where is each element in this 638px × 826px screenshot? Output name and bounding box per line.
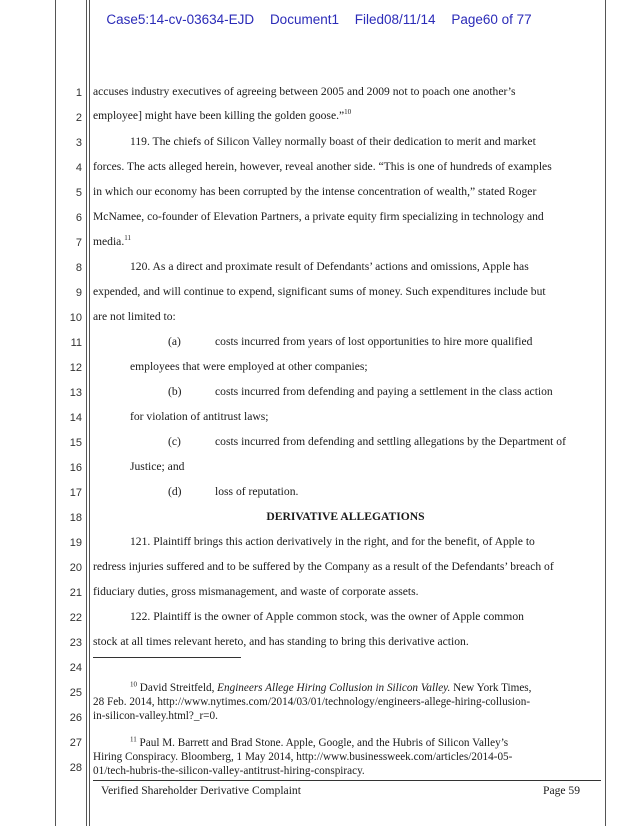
body-line-7: [93, 235, 131, 249]
line-number: 11: [70, 337, 82, 349]
body-line-19: 121. Plaintiff brings this action derivatively in the right, and for the benefit, of Apple to: [130, 535, 535, 548]
list-marker-a: (a): [168, 335, 181, 348]
line-number: 17: [69, 487, 82, 499]
body-line-22: 122. Plaintiff is the owner of Apple common stock, was the owner of Apple common: [130, 610, 524, 623]
body-line-20: redress injuries suffered and to be suffered by the Company as a result of the Defendants’ breach of: [93, 560, 554, 573]
document-number: Document1: [269, 12, 339, 27]
line-number: 27: [69, 737, 82, 749]
footnote-11-line-3: 01/tech-hubris-the-silicon-valley-antitrust-hiring-conspiracy.: [93, 765, 365, 777]
footnote-10-number: 10: [130, 680, 137, 689]
list-marker-c: (c): [168, 435, 181, 448]
body-line-4: forces. The acts alleged herein, however, reveal another side. “This is one of hundreds of examples: [93, 160, 552, 173]
line-number: 21: [69, 587, 82, 599]
list-item-a-line-2: employees that were employed at other companies;: [130, 360, 368, 373]
line-number: 26: [69, 712, 82, 724]
line-number: 25: [69, 687, 82, 699]
line-number: 28: [69, 762, 82, 774]
footnote-ref-11: 11: [124, 234, 131, 243]
line-number: 22: [69, 612, 82, 624]
line-number: 13: [69, 387, 82, 399]
line-number: 14: [69, 412, 82, 424]
list-marker-b: (b): [168, 385, 182, 398]
footnote-10-line-1: [130, 682, 531, 695]
body-line-6: McNamee, co-founder of Elevation Partners, a private equity firm specializing in technology and: [93, 210, 544, 223]
line-number: 24: [69, 662, 82, 674]
footnote-separator: [93, 657, 241, 658]
right-margin-rule: [605, 0, 606, 826]
body-line-21: fiduciary duties, gross mismanagement, and waste of corporate assets.: [93, 585, 419, 598]
body-line-23: stock at all times relevant hereto, and has standing to bring this derivative action.: [93, 635, 469, 648]
body-line-1: accuses industry executives of agreeing between 2005 and 2009 not to poach one another’s: [93, 85, 516, 98]
body-line-7-text: media.: [93, 235, 125, 248]
left-margin-rule-inner-2: [89, 0, 90, 826]
line-number: 19: [69, 537, 82, 549]
line-number: 3: [75, 137, 82, 149]
footnote-11-number: 11: [130, 735, 137, 744]
line-number: 6: [75, 212, 82, 224]
footnote-11-text: Paul M. Barrett and Brad Stone. Apple, Google, and the Hubris of Silicon Valley’s: [139, 737, 509, 749]
footnote-10-title: Engineers Allege Hiring Collusion in Silicon Valley.: [217, 682, 451, 694]
footer-separator: [93, 780, 601, 781]
footnote-10-line-2: 28 Feb. 2014, http://www.nytimes.com/2014/03/01/technology/engineers-allege-hiring-collusion-: [93, 696, 531, 708]
line-number: 20: [69, 562, 82, 574]
footer-document-title: Verified Shareholder Derivative Complaint: [101, 784, 301, 797]
line-number: 1: [75, 87, 82, 99]
list-item-b-line-1: costs incurred from defending and paying a settlement in the class action: [215, 385, 553, 398]
line-number: 23: [69, 637, 82, 649]
section-heading: DERIVATIVE ALLEGATIONS: [266, 510, 425, 523]
page-count: Page60 of 77: [451, 12, 532, 27]
list-item-c-line-1: costs incurred from defending and settling allegations by the Department of: [215, 435, 566, 448]
line-number: 15: [69, 437, 82, 449]
left-margin-rule-outer: [55, 0, 56, 826]
court-filing-header: [0, 12, 638, 27]
body-line-10: are not limited to:: [93, 310, 176, 323]
line-number: 12: [69, 362, 82, 374]
footnote-10-line-3: in-silicon-valley.html?_r=0.: [93, 710, 218, 722]
list-item-d-line-1: loss of reputation.: [215, 485, 299, 498]
list-marker-d: (d): [168, 485, 182, 498]
footnote-11-line-1: [130, 737, 508, 750]
line-number: 18: [69, 512, 82, 524]
body-line-2-text: employee] might have been killing the golden goose.”: [93, 109, 345, 122]
footer-page-number: Page 59: [543, 784, 581, 797]
body-line-2: [93, 109, 351, 123]
footnote-10-source: New York Times,: [450, 682, 532, 694]
left-margin-rule-inner-1: [86, 0, 87, 826]
body-line-8: 120. As a direct and proximate result of Defendants’ actions and omissions, Apple has: [130, 260, 529, 273]
body-line-3: 119. The chiefs of Silicon Valley normally boast of their dedication to merit and market: [130, 135, 536, 148]
case-number: Case5:14-cv-03634-EJD: [106, 12, 255, 27]
list-item-a-line-1: costs incurred from years of lost opportunities to hire more qualified: [215, 335, 533, 348]
filed-date: Filed08/11/14: [354, 12, 436, 27]
footnote-10-author: David Streitfeld,: [139, 682, 218, 694]
line-number: 7: [75, 237, 82, 249]
line-number: 9: [75, 287, 82, 299]
line-number: 8: [75, 262, 82, 274]
line-number: 16: [69, 462, 82, 474]
footnote-11-line-2: Hiring Conspiracy. Bloomberg, 1 May 2014, http://www.businessweek.com/articles/2014-05-: [93, 751, 513, 763]
list-item-b-line-2: for violation of antitrust laws;: [130, 410, 269, 423]
line-number: 2: [75, 112, 82, 124]
line-number: 5: [75, 187, 82, 199]
body-line-5: in which our economy has been corrupted by the intense concentration of wealth,” stated Roger: [93, 185, 537, 198]
body-line-9: expended, and will continue to expend, significant sums of money. Such expenditures include but: [93, 285, 546, 298]
list-item-c-line-2: Justice; and: [130, 460, 185, 473]
line-number: 10: [69, 312, 82, 324]
line-number: 4: [75, 162, 82, 174]
footnote-ref-10: 10: [344, 108, 352, 117]
